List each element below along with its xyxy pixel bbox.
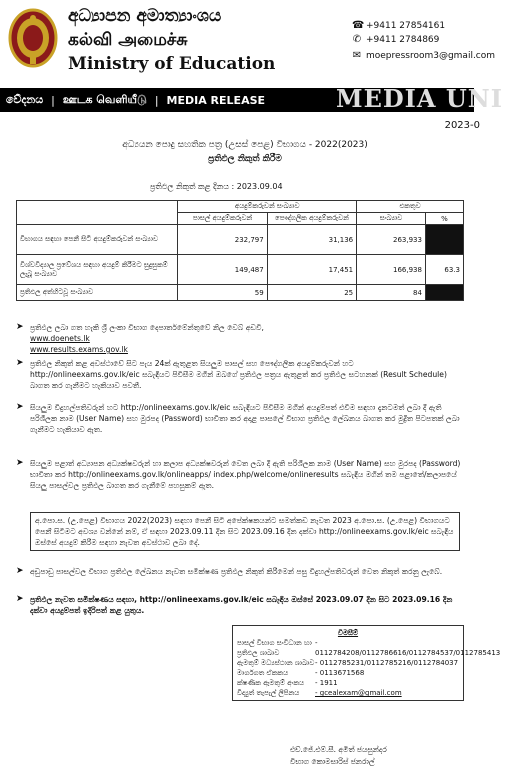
header-applicants: අයදුම්කරුවන් සංඛ්‍යාව (178, 201, 357, 213)
paragraph-result-schedule: ➤ ප්‍රතිඵල නිකුත් කළ අවස්ථාවේ සිට පැය 24ක් ඇතුළත සියලුම පාසල් සහ පෞද්ගලික අයදුම්කරුවන් හට http://onlineexams.gov.lk/eic සබැඳියට පිවිසීම මගින් ඔබගේ ප්‍රතිඵල පත්‍රය ඇතුළත් කර ප්‍රතිඵල සටහනක් (Result Schedule) බාගත කර ගැනීමට හැකියාව පවතී. (16, 358, 447, 390)
paragraph-re-scrutiny: ➤ ප්‍රතිඵල නැවත සමීක්ෂණය සඳහා, http://onlineexams.gov.lk/eic සබැඳිය ඔස්සේ 2023.09.07 දින සිට 2023.09.16 දින දක්වා අයදුම්පත් ඉදිරිපත් කළ යුතුය. (16, 594, 453, 615)
arrow-bullet-icon: ➤ (16, 322, 24, 332)
exam-title: අධ්‍යයන පොදු සහතික පත්‍ර (උසස් පෙළ) විභාගය - 2022(2023) (122, 140, 368, 150)
table-row: විශ්වවිද්‍යාල ප්‍රවේශය සඳහා අයදුම් කිරීමට සුදුසුකම් ලැබූ සංඛ්‍යාව 149,487 17,451 166,938 63.3 (17, 255, 464, 285)
banner-tamil: ஊடக வெளியீடு (62, 92, 147, 106)
email-link[interactable]: - gcealexam@gmail.com (315, 689, 402, 697)
ministry-title-english: Ministry of Education (68, 54, 276, 74)
banner-english: MEDIA RELEASE (166, 93, 266, 107)
phone-icon: ☎ (352, 20, 365, 31)
paragraph-principals: ➤ සියලුම විදුහල්පතිවරුන් හට http://onlineexams.gov.lk/eic සබැඳියට පිවිසීම මගින් අයදුම්පත් එවීම සඳහා දැනටමත් ලබා දී ඇති පරිශීලක නාම (User Name) සහ මුරපද (Password) භාවිතා කර අදාළ පාසලේ විභාග ප්‍රතිඵල ලේඛනය බාගත කර මුද්‍රිත පිටපතක් ලබා ගැනීමට හැකියාව ඇත. (16, 402, 460, 434)
table-row: විභාගය සඳහා පෙනී සිටි අයදුම්කරුවන් සංඛ්‍යාව 232,797 31,136 263,933 (17, 225, 464, 255)
list-item: ඇමතුම් මධ්‍යස්ථාන ශාඛාව - 0112785231/0112785216/0112784037 (237, 659, 459, 667)
emblem-seal (8, 8, 58, 70)
list-item: විද්‍යුත් තැපැල් ලිපිනය - gcealexam@gmail.com (237, 689, 402, 697)
list-item: ක්ෂණික ඇමතුම් අංකය - 1911 (237, 679, 338, 687)
arrow-bullet-icon: ➤ (16, 566, 24, 576)
paragraph-revised-results: ➤ අඩුපාඩු පාසල්වල විභාග ප්‍රතිඵල ලේඛනය නැවත සමීක්ෂණ ප්‍රතිඵල නිකුත් කිරීමෙන් පසු විදුහල්පතිවරුන් වෙත නිකුත් කරනු ලැබේ. (16, 566, 443, 576)
release-date-top: 2023-0 (444, 120, 480, 131)
link-doenets[interactable]: www.doenets.lk (30, 334, 90, 343)
results-release-date: ප්‍රතිඵල නිකුත් කළ දිනය : 2023.09.04 (150, 182, 283, 191)
signatory-title: විභාග කොමසාරිස් ජනරාල් (290, 757, 375, 766)
header-school: පාසල් අයදුම්කරුවන් (178, 213, 267, 225)
contact-phone: ☎ +9411 27854161 (352, 20, 446, 31)
fax-icon: ✆ (352, 34, 362, 45)
inquiries-box (232, 625, 501, 701)
paragraph-directors: ➤ සියලුම පළාත් අධ්‍යාපන අධ්‍යක්ෂවරුන් හා කලාප අධ්‍යක්ෂවරුන් වෙත ලබා දී ඇති පරිශීලක නාම (User Name) සහ මුරපද (Password) භාවිතා කර http://onlineexams.gov.lk/onlineapps/ index.php/welcome/onlineresults සබැඳිය මගින් තම පළාතේ/කලාපයේ සියලු පාසල්වල ප්‍රතිඵල බාගත කර ගැනීමේ පහසුකම් ඇත. (16, 458, 461, 490)
inquiries-heading: විමසීම් (337, 629, 359, 637)
banner-sinhala: වේදනය (6, 93, 44, 106)
arrow-bullet-icon: ➤ (16, 358, 24, 368)
banner-big-text: MEDIA UNI (336, 84, 503, 113)
header-percent: % (425, 213, 463, 225)
paragraph-websites: ➤ ප්‍රතිඵල ලබා ගත හැකි ශ්‍රී ලංකා විභාග දෙපාර්තමේන්තුවේ නිල වෙබ් අඩවි, www.doenets.lk www.results.exams.gov.lk (16, 322, 462, 355)
arrow-bullet-icon: ➤ (16, 402, 24, 412)
email-icon: ✉ (352, 50, 362, 61)
ministry-title-sinhala: අධ්‍යාපන අමාත්‍යාංශය (68, 6, 222, 26)
contact-email: ✉ moepressroom3@gmail.com (352, 50, 496, 61)
signatory-name: එච්.ජේ.එම්.සී. අමිත් ජයසුන්දර (290, 745, 387, 754)
table-row: ප්‍රතිඵල අත්හිටවූ සංඛ්‍යාව 59 25 84 (17, 285, 464, 301)
ministry-title-tamil: கல்வி அமைச்சு (68, 30, 188, 50)
list-item: පාසල් විභාග සංවිධාන හා ප්‍රතිඵල ශාඛාව - 0112784208/0112786616/0112784537/0112785413 (237, 639, 501, 657)
header-total: එකතුව (357, 201, 464, 213)
header-count: සංඛ්‍යාව (357, 213, 426, 225)
results-table (16, 200, 464, 301)
resit-notice-box: අ.පො.ස. (උ.පෙළ) විභාගය 2022(2023) සඳහා පෙනී සිටි අපේක්ෂකයන්ට සමත්කඩ නැවත 2023 අ.පො.ස. (උ.පෙළ) විභාගයට පෙනී සිටීමට අවශ්‍ය වන්නේ නම්, ඒ සඳහා 2023.09.11 දින සිට 2023.09.16 දින දක්වා http://onlineexams.gov.lk/eic සබැඳිය ඔස්සේ අයදුම් කිරීම සඳහා නැවත අවස්ථාව ලබා දේ. (30, 512, 460, 551)
link-results[interactable]: www.results.exams.gov.lk (30, 345, 128, 354)
header-private: පෞද්ගලික අයදුම්කරුවන් (267, 213, 356, 225)
media-release-banner: වේදනය | ஊடக வெளியீடு | MEDIA RELEASE MEDIA UNI (0, 88, 474, 112)
list-item: මාර්ගගත ඒකකය - 0113671568 (237, 669, 365, 677)
arrow-bullet-icon: ➤ (16, 458, 24, 468)
arrow-bullet-icon: ➤ (16, 594, 24, 604)
results-release-heading: ප්‍රතිඵල නිකුත් කිරීම (208, 154, 282, 164)
contact-fax: ✆ +9411 2784869 (352, 34, 440, 45)
